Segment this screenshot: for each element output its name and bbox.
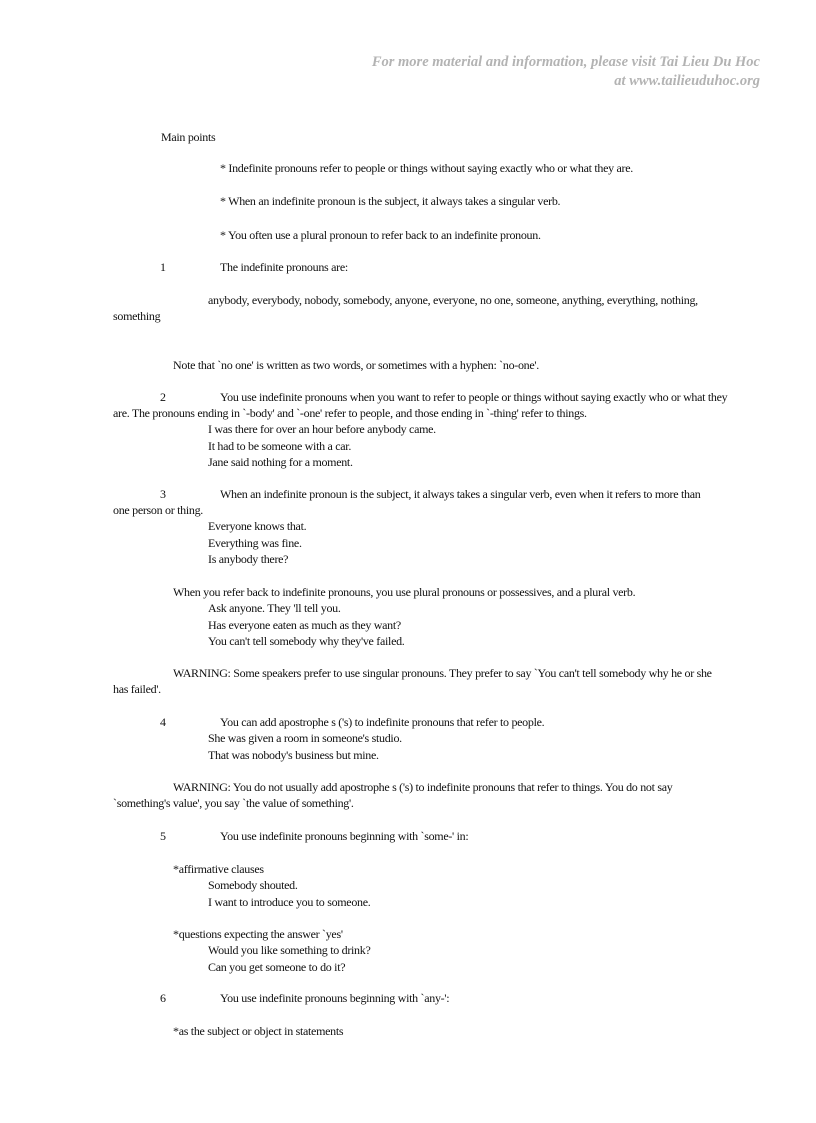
main-point-1: * Indefinite pronouns refer to people or things without saying exactly who or what they are. [220, 161, 633, 175]
section-2-example-1: I was there for over an hour before anybody came. [208, 422, 436, 436]
section-3-example-1: Everyone knows that. [208, 519, 307, 533]
section-4-number: 4 [160, 715, 166, 729]
section-5-sub-2-example-1: Would you like something to drink? [208, 943, 371, 957]
section-3-plural-example-3: You can't tell somebody why they've failed. [208, 634, 405, 648]
section-6-sub-1-label: *as the subject or object in statements [173, 1024, 344, 1038]
section-3-plural-example-2: Has everyone eaten as much as they want? [208, 617, 401, 632]
section-5-sub-1-label: *affirmative clauses [173, 862, 264, 876]
section-3-example-2: Everything was fine. [208, 535, 302, 550]
section-6-number: 6 [160, 991, 166, 1005]
section-3-warning-line-2: has failed'. [113, 682, 161, 696]
section-4-warning-line-2: `something's value', you say `the value of something'. [113, 796, 354, 810]
main-point-3: * You often use a plural pronoun to refer back to an indefinite pronoun. [220, 228, 541, 242]
section-1-note: Note that `no one' is written as two words, or sometimes with a hyphen: `no-one'. [173, 358, 539, 372]
section-3-example-3: Is anybody there? [208, 552, 289, 566]
section-2-line-2: are. The pronouns ending in `-body' and `-one' refer to people, and those ending in `-thing' refer to things. [113, 406, 587, 420]
section-3-line-2: one person or thing. [113, 503, 203, 517]
section-2-example-3: Jane said nothing for a moment. [208, 455, 353, 469]
section-2-line-1: You use indefinite pronouns when you want to refer to people or things without saying exactly who or what they [220, 390, 728, 404]
main-points-heading: Main points [161, 130, 216, 144]
section-6-text: You use indefinite pronouns beginning with `any-': [220, 991, 450, 1005]
section-2-number: 2 [160, 390, 166, 404]
section-3-warning-line-1: WARNING: Some speakers prefer to use singular pronouns. They prefer to say `You can't tell somebody why he or she [173, 666, 712, 680]
section-5-sub-2-label: *questions expecting the answer `yes' [173, 927, 343, 941]
section-4-example-1: She was given a room in someone's studio. [208, 731, 402, 745]
section-4-example-2: That was nobody's business but mine. [208, 747, 379, 762]
pronoun-list-line-2: something [113, 309, 161, 323]
section-5-sub-1-example-2: I want to introduce you to someone. [208, 894, 371, 909]
section-5-text: You use indefinite pronouns beginning with `some-' in: [220, 829, 469, 843]
pronoun-list-line-1: anybody, everybody, nobody, somebody, anyone, everyone, no one, someone, anything, everything, nothing, [208, 293, 698, 307]
section-5-sub-1-example-1: Somebody shouted. [208, 878, 298, 892]
header-line-2: at www.tailieuduhoc.org [614, 73, 760, 89]
section-4-warning-line-1: WARNING: You do not usually add apostrophe s ('s) to indefinite pronouns that refer to things. You do not say [173, 780, 673, 794]
section-1-number: 1 [160, 260, 166, 274]
section-3-plural-intro: When you refer back to indefinite pronouns, you use plural pronouns or possessives, and a plural verb. [173, 585, 636, 599]
section-3-number: 3 [160, 487, 166, 501]
main-point-2: * When an indefinite pronoun is the subject, it always takes a singular verb. [220, 194, 561, 208]
section-4-text: You can add apostrophe s ('s) to indefinite pronouns that refer to people. [220, 715, 545, 729]
section-2-example-2: It had to be someone with a car. [208, 438, 352, 453]
header-line-1: For more material and information, please visit Tai Lieu Du Hoc [371, 54, 760, 70]
page-header [372, 53, 760, 91]
section-1-text: The indefinite pronouns are: [220, 260, 348, 274]
section-3-plural-example-1: Ask anyone. They 'll tell you. [208, 601, 341, 615]
section-3-line-1: When an indefinite pronoun is the subject, it always takes a singular verb, even when it refers to more than [220, 487, 701, 501]
section-5-number: 5 [160, 829, 166, 843]
section-5-sub-2-example-2: Can you get someone to do it? [208, 959, 346, 974]
